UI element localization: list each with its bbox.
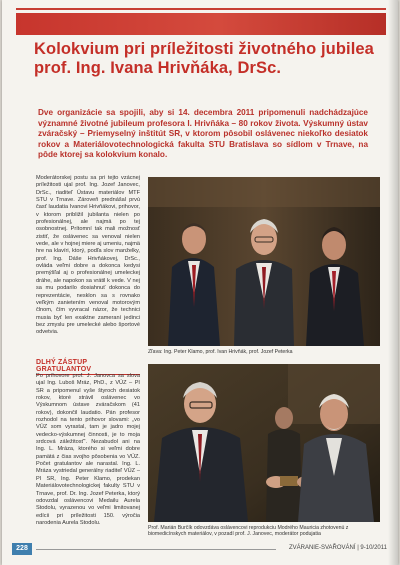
photo-three-men-illustration [148, 177, 380, 346]
body-column-1: Moderátorskej postu sa pri tejto vzácnej príležitosti ujal prof. Ing. Jozef Janovec, DrSc., riaditeľ Ústavu materiálov MTF STU v Trnave. Zároveň prednášal prvú časť laudatia Ivanovi Hrivňákovi, prihovor, v ktorom približil jubilanta nielen po profesionálnej, ale najmä po tej osobnostnej. Prítomní tak mali možnosť zistiť, že oslávenec sa venoval nielen vede, ale v hojnej miere aj umeniu, najmä hre na klavíri, ktorý, podľa slov manželky, prof. Ing. Dáše Hrivňákovej, DrSc., ovláda veľmi dobre a dokonca kedysi premýšľal aj o profesionálnej umeleckej dráhe, ale napokon sa vrátil k vede. V nej sa mu podarilo dosiahnuť dokonca do reprezentácie, nesklon sa s rovnako veľkým zanietením venoval motorovým člnom, čím vyvracal názor, že technici musia byť len exaktne zameraní jedinci bez zmyslu pre umelecké alebo športové odvetvia. [36, 175, 140, 336]
article-title: Kolokvium pri príležitosti životného jubilea prof. Ing. Ivana Hrivňáka, DrSc. [34, 40, 374, 77]
section-subheading: DLHÝ ZÁSTUP GRATULANTOV [36, 359, 140, 375]
footer-rule [36, 549, 276, 550]
photo-gift-handover [148, 364, 380, 522]
header-rule [16, 8, 386, 10]
article-lead: Dve organizácie sa spojili, aby si 14. decembra 2011 pripomenuli nadchádzajúce významné životné jubileum profesora I. Hrivňáka – 80 rokov života. Výskumný ústav zváračský – Priemyselný inštitút SR, v ktorom pôsobil oslávenec niekoľko desiatok rokov a Materiálovotechnologická fakulta STU Bratislava so sídlom v Trnave, na pôde ktorej sa kolokvium konalo. [38, 108, 368, 160]
magazine-page [2, 0, 398, 565]
photo-caption-2: Prof. Marián Burčík odovzdáva oslávencovi reprodukciu Modrého Mauricia zhotovenú z biomedicínskych materiálov, v pozadí prof. J. Janovec, moderátor podujatia [148, 525, 349, 538]
page-gutter-shadow [388, 0, 398, 565]
photo-three-men [148, 177, 380, 346]
page-number-badge: 228 [12, 543, 32, 555]
photo-caption-1: Zľava: Ing. Peter Klamo, prof. Ivan Hrivňák, prof. Jozef Peterka [148, 349, 293, 355]
header-band [16, 13, 386, 35]
body-column-2: Po príhovore prof. J. Janovca sa slova ujal Ing. Luboš Mráz, PhD., z VÚZ – PI SR a pripomenul vyše štyroch desiatok rokov, ktoré strávil oslávenec vo Výskumnom ústave zváračskom (41 rokov), dokončil laudatio. Pán profesor rozhodol na tento prihovor slovami: „vo VÚZ som vyrastal, tam je jadro mojej vedecko-výskumnej činnosti, je to moja srdcová záležitosť“. Nezabudol ani na Ing. L. Mráza, ktorého si veľmi dobre pamätá z čias svojho pôsobenia vo VÚZ. Počet gratulantov ale narastal. Ing. L. Mráza vystriedal generálny riaditeľ VÚZ – PI SR, Ing. Peter Klamo, prodekan Materiálovotechnologickej fakulty STU v Trnave, prof. Dr. Ing. Jozef Peterka, ktorý odovzdal oslávencovi Medailu Aurela Stodolu, vyrazenou vo veľmi limitovanej edícii pri príležitosti 150. výročia narodenia Aurela Stodolu. [36, 373, 140, 526]
photo-gift-handover-illustration [148, 364, 380, 522]
magazine-footer: ZVÁRANIE-SVAŘOVÁNÍ | 9-10/2011 [288, 545, 387, 551]
